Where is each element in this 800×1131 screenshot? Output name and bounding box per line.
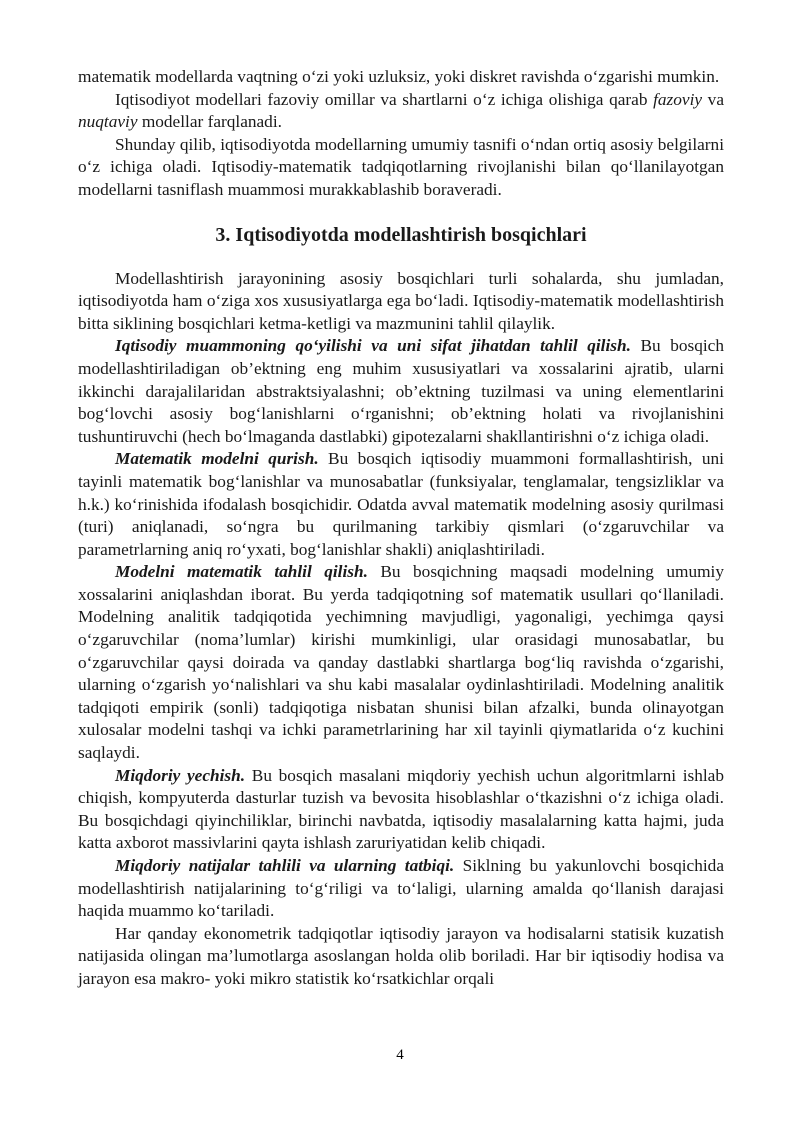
paragraph-continuation: matematik modellarda vaqtning o‘zi yoki uzluksiz, yoki diskret ravishda o‘zgarishi mumkin. [78,67,720,86]
stage-paragraph [78,561,724,764]
paragraph-model-types: Iqtisodiyot modellari fazoviy omillar va shartlarni o‘z ichiga olishiga qarab fazoviy va nuqtaviy modellar farqlanadi. [78,89,724,132]
stage-title: Matematik modelni qurish. [115,449,319,469]
stage-title: Iqtisodiy muammoning qo‘yilishi va uni sifat jihatdan tahlil qilish. [115,336,631,356]
page-number: 4 [396,1047,404,1063]
stage-title: Modelni matematik tahlil qilish. [115,562,368,582]
stage-paragraph [78,765,724,855]
stage-text: Siklning bu yakunlovchi bosqichida modellashtirish natijalarining to‘g‘riligi va to‘laligi, ularning amalda qo‘llanish darajasi haqida muammo ko‘tariladi. [78,856,724,921]
stage-text: Bu bosqich masalani miqdoriy yechish uchun algoritmlarni ishlab chiqish, kompyuterda dasturlar tuzish va bevosita hisoblashlar o‘tkazishni o‘z ichiga oladi. Bu bosqichdagi qiyinchiliklar, birinchi navbatda, iqtisodiy masalalarning katta hajmi, juda katta axborot massivlarini qayta ishlash zaruriyatidan kelib chiqadi. [78,765,724,853]
section-heading: 3. Iqtisodiyotda modellashtirish bosqichlari [215,223,587,246]
stage-paragraph [78,855,724,923]
document-page [78,66,724,991]
paragraph-classification-summary: Shunday qilib, iqtisodiyotda modellarning umumiy tasnifi o‘ndan ortiq asosiy belgilarni o‘z ichiga oladi. Iqtisodiy-matematik tadqiqotlarning rivojlanishi bilan qo‘llanilayotgan modellarni tasniflash muammosi murakkablashib boraveradi. [78,134,724,199]
stage-paragraph [78,335,724,448]
term-nuqtaviy: nuqtaviy [78,112,138,132]
stage-title: Miqdoriy natijalar tahlili va ularning tatbiqi. [115,856,455,875]
stage-paragraph [78,448,724,561]
term-fazoviy: fazoviy [653,89,703,109]
stage-text: Bu bosqich iqtisodiy muammoni formallashtirish, uni tayinli matematik bog‘lanishlar va munosabatlar (funksiyalar, tenglamalar, tengsizliklar va h.k.) ko‘rinishida ifodalash bosqichidir. Odatda avval matematik modelning asosiy qurilmasi (turi) aniqlanadi, so‘ngra bu qurilmaning tarkibiy qismlari (o‘zgaruvchilar va parametrlarning aniq ro‘yxati, bog‘lanishlar shakli) aniqlashtiriladi. [78,449,724,559]
paragraph-closing: Har qanday ekonometrik tadqiqotlar iqtisodiy jarayon va hodisalarni statisik kuzatish natijasida olingan ma’lumotlarga asoslangan holda olib boriladi. Har bir iqtisodiy hodisa va jarayon esa makro- yoki mikro statistik ko‘rsatkichlar orqali [78,923,724,988]
stage-text: Bu bosqich modellashtiriladigan ob’ektning eng muhim xususiyatlari va xossalarini ajratib, ularni ikkinchi darajalilaridan abstraktsiyalashni; ob’ektning tuzilmasi va uning elementlarini bog‘lovchi asosiy bog‘lanishlarni o‘rganishni; ob’ektning holati va rivojlanishini tushuntiruvchi (hech bo‘lmaganda dastlabki) gipotezalarni shakllantirishni o‘z ichiga oladi. [78,336,724,446]
stage-title: Miqdoriy yechish. [115,765,246,785]
stage-text: Bu bosqichning maqsadi modelning umumiy xossalarini aniqlashdan iborat. Bu yerda tadqiqotning sof matematik usullari qo‘llaniladi. Modelning analitik tadqiqotida yechimning mavjudligi, yagonaligi, yechimga qaysi o‘zgaruvchilar (noma’lumlar) kirishi mumkinligi, ular orasidagi munosabatlar, bu o‘zgaruvchilar qaysi doirada va qanday dastlabki shartlarga bog‘liq ravishda o‘zgarishi, ularning o‘zgarish yo‘nalishlari va shu kabi masalalar oydinlashtiriladi. Modelning analitik tadqiqoti empirik (sonli) tadqiqotiga nisbatan shunisi bilan afzalki, bunda olinayotgan xulosalar modelni tashqi va ichki parametrlarining har xil tayinli qiymatlarida o‘z kuchini saqlaydi. [78,562,725,763]
paragraph-section-intro: Modellashtirish jarayonining asosiy bosqichlari turli sohalarda, shu jumladan, iqtisodiyotda ham o‘ziga xos xususiyatlarga ega bo‘ladi. Iqtisodiy-matematik modellashtirish bitta siklining bosqichlari ketma-ketligi va mazmunini tahlil qilaylik. [78,268,724,333]
